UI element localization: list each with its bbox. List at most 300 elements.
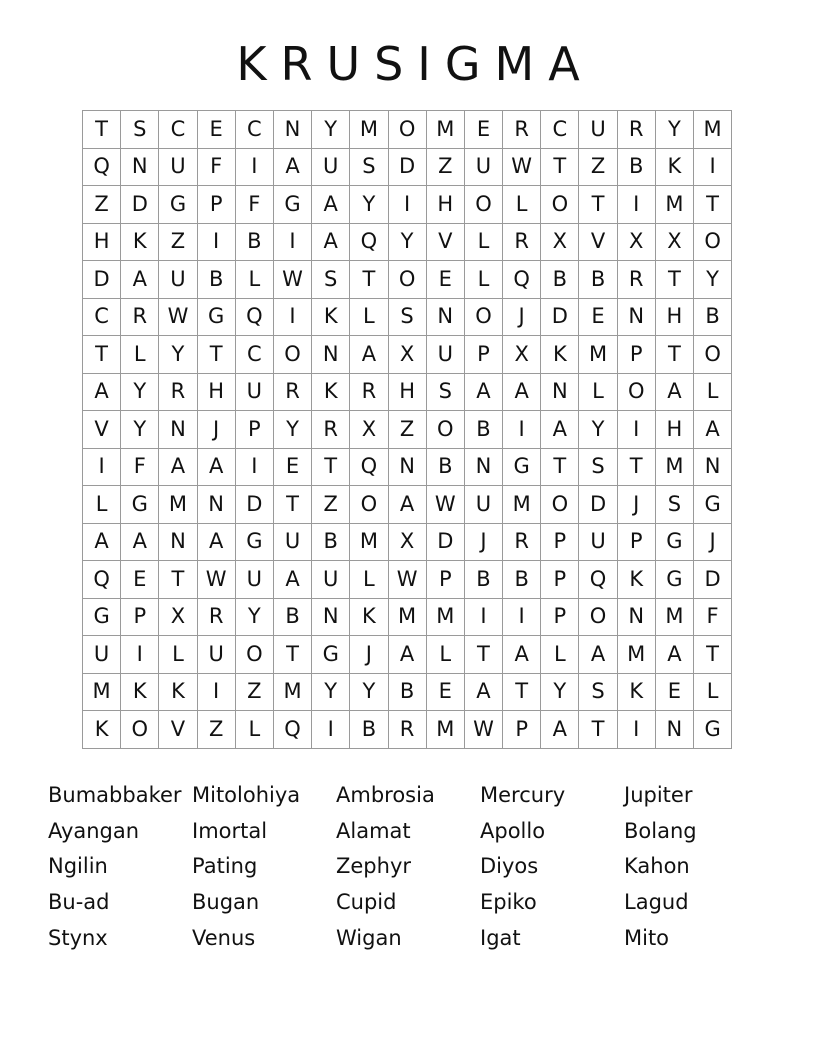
grid-cell[interactable]: D (541, 298, 579, 336)
grid-cell[interactable]: P (541, 598, 579, 636)
grid-cell[interactable]: K (159, 673, 197, 711)
grid-cell[interactable]: G (159, 186, 197, 224)
grid-cell[interactable]: S (312, 261, 350, 299)
grid-cell[interactable]: D (426, 523, 464, 561)
grid-cell[interactable]: L (235, 261, 273, 299)
grid-cell[interactable]: N (655, 711, 693, 749)
grid-cell[interactable]: T (273, 636, 311, 674)
grid-cell[interactable]: L (159, 636, 197, 674)
grid-cell[interactable]: L (83, 486, 121, 524)
grid-cell[interactable]: O (388, 261, 426, 299)
grid-cell[interactable]: C (235, 111, 273, 149)
grid-cell[interactable]: M (350, 111, 388, 149)
grid-cell[interactable]: M (388, 598, 426, 636)
grid-cell[interactable]: L (464, 223, 502, 261)
grid-cell[interactable]: N (273, 111, 311, 149)
grid-cell[interactable]: T (350, 261, 388, 299)
grid-cell[interactable]: W (197, 561, 235, 599)
grid-cell[interactable]: Y (159, 336, 197, 374)
grid-cell[interactable]: I (694, 148, 732, 186)
grid-cell[interactable]: G (655, 523, 693, 561)
grid-cell[interactable]: N (159, 523, 197, 561)
grid-cell[interactable]: G (235, 523, 273, 561)
grid-cell[interactable]: D (388, 148, 426, 186)
grid-cell[interactable]: L (464, 261, 502, 299)
grid-cell[interactable]: A (197, 523, 235, 561)
grid-cell[interactable]: O (541, 186, 579, 224)
grid-cell[interactable]: X (541, 223, 579, 261)
grid-cell[interactable]: T (694, 636, 732, 674)
grid-cell[interactable]: N (312, 336, 350, 374)
grid-cell[interactable]: X (617, 223, 655, 261)
grid-cell[interactable]: K (312, 298, 350, 336)
grid-cell[interactable]: Y (121, 373, 159, 411)
word-list-item: Ayangan (48, 818, 140, 843)
grid-cell[interactable]: A (83, 523, 121, 561)
grid-cell[interactable]: U (464, 148, 502, 186)
grid-cell[interactable]: Y (541, 673, 579, 711)
grid-cell[interactable]: E (121, 561, 159, 599)
grid-cell[interactable]: D (83, 261, 121, 299)
grid-cell[interactable]: A (464, 373, 502, 411)
grid-cell[interactable]: Y (350, 186, 388, 224)
grid-cell[interactable]: L (503, 186, 541, 224)
grid-cell[interactable]: T (541, 148, 579, 186)
grid-cell[interactable]: M (655, 598, 693, 636)
grid-cell[interactable]: U (83, 636, 121, 674)
grid-cell[interactable]: T (464, 636, 502, 674)
grid-cell[interactable]: B (273, 598, 311, 636)
grid-cell[interactable]: N (426, 298, 464, 336)
grid-cell[interactable]: B (617, 148, 655, 186)
grid-cell[interactable]: O (121, 711, 159, 749)
grid-cell[interactable]: T (655, 261, 693, 299)
word-list-item: Bu-ad (48, 890, 110, 915)
grid-cell[interactable]: U (312, 148, 350, 186)
grid-cell[interactable]: U (579, 111, 617, 149)
grid-cell[interactable]: B (235, 223, 273, 261)
grid-cell[interactable]: Z (312, 486, 350, 524)
word-list-item: Lagud (624, 890, 689, 915)
grid-cell[interactable]: Y (312, 673, 350, 711)
grid-cell[interactable]: J (350, 636, 388, 674)
grid-cell[interactable]: L (541, 636, 579, 674)
grid-cell[interactable]: K (617, 673, 655, 711)
grid-cell[interactable]: F (235, 186, 273, 224)
grid-cell[interactable]: W (388, 561, 426, 599)
grid-cell[interactable]: Q (350, 223, 388, 261)
grid-cell[interactable]: M (83, 673, 121, 711)
grid-cell[interactable]: W (159, 298, 197, 336)
grid-cell[interactable]: A (464, 673, 502, 711)
grid-cell[interactable]: A (503, 636, 541, 674)
grid-cell[interactable]: P (617, 336, 655, 374)
grid-cell[interactable]: C (159, 111, 197, 149)
grid-cell[interactable]: Q (579, 561, 617, 599)
grid-cell[interactable]: U (159, 261, 197, 299)
grid-cell[interactable]: I (83, 448, 121, 486)
grid-cell[interactable]: R (159, 373, 197, 411)
grid-cell[interactable]: I (121, 636, 159, 674)
grid-cell[interactable]: L (350, 561, 388, 599)
grid-cell[interactable]: O (235, 636, 273, 674)
grid-row (83, 598, 732, 636)
grid-cell[interactable]: N (617, 598, 655, 636)
grid-cell[interactable]: T (541, 448, 579, 486)
grid-cell[interactable]: G (694, 486, 732, 524)
grid-cell[interactable]: T (579, 711, 617, 749)
grid-cell[interactable]: V (579, 223, 617, 261)
grid-cell[interactable]: M (694, 111, 732, 149)
grid-cell[interactable]: I (464, 598, 502, 636)
grid-cell[interactable]: I (197, 223, 235, 261)
grid-cell[interactable]: Z (197, 711, 235, 749)
grid-cell[interactable]: U (159, 148, 197, 186)
grid-cell[interactable]: T (694, 186, 732, 224)
grid-cell[interactable]: D (235, 486, 273, 524)
grid-cell[interactable]: A (197, 448, 235, 486)
grid-cell[interactable]: P (464, 336, 502, 374)
grid-cell[interactable]: A (121, 523, 159, 561)
grid-cell[interactable]: I (312, 711, 350, 749)
grid-cell[interactable]: Y (655, 111, 693, 149)
grid-cell[interactable]: E (464, 111, 502, 149)
grid-cell[interactable]: N (388, 448, 426, 486)
grid-cell[interactable]: K (121, 673, 159, 711)
grid-cell[interactable]: R (617, 111, 655, 149)
grid-cell[interactable]: I (617, 411, 655, 449)
grid-cell[interactable]: W (273, 261, 311, 299)
grid-cell[interactable]: I (388, 186, 426, 224)
grid-cell[interactable]: T (273, 486, 311, 524)
grid-cell[interactable]: G (121, 486, 159, 524)
grid-cell[interactable]: E (426, 673, 464, 711)
grid-cell[interactable]: U (235, 373, 273, 411)
grid-cell[interactable]: S (350, 148, 388, 186)
grid-cell[interactable]: L (235, 711, 273, 749)
word-list-item: Mito (624, 925, 670, 950)
grid-cell[interactable]: N (694, 448, 732, 486)
grid-cell[interactable]: S (579, 448, 617, 486)
grid-cell[interactable]: N (617, 298, 655, 336)
grid-cell[interactable]: B (350, 711, 388, 749)
grid-cell[interactable]: B (579, 261, 617, 299)
grid-cell[interactable]: V (83, 411, 121, 449)
grid-cell[interactable]: G (503, 448, 541, 486)
grid-cell[interactable]: N (464, 448, 502, 486)
grid-cell[interactable]: J (617, 486, 655, 524)
grid-cell[interactable]: H (388, 373, 426, 411)
grid-cell[interactable]: R (350, 373, 388, 411)
grid-cell[interactable]: X (655, 223, 693, 261)
grid-cell[interactable]: U (312, 561, 350, 599)
grid-cell[interactable]: N (541, 373, 579, 411)
grid-cell[interactable]: E (197, 111, 235, 149)
grid-cell[interactable]: N (159, 411, 197, 449)
grid-cell[interactable]: Z (388, 411, 426, 449)
grid-cell[interactable]: I (503, 411, 541, 449)
grid-cell[interactable]: D (121, 186, 159, 224)
grid-cell[interactable]: V (159, 711, 197, 749)
grid-cell[interactable]: Y (235, 598, 273, 636)
grid-cell[interactable]: X (388, 336, 426, 374)
grid-cell[interactable]: A (159, 448, 197, 486)
grid-cell[interactable]: O (694, 223, 732, 261)
grid-cell[interactable]: L (694, 373, 732, 411)
grid-cell[interactable]: I (235, 448, 273, 486)
grid-cell[interactable]: R (617, 261, 655, 299)
grid-cell[interactable]: N (121, 148, 159, 186)
grid-cell[interactable]: U (273, 523, 311, 561)
grid-cell[interactable]: R (388, 711, 426, 749)
grid-cell[interactable]: H (83, 223, 121, 261)
grid-cell[interactable]: A (503, 373, 541, 411)
grid-cell[interactable]: C (541, 111, 579, 149)
grid-cell[interactable]: R (503, 523, 541, 561)
grid-cell[interactable]: S (388, 298, 426, 336)
grid-cell[interactable]: H (655, 411, 693, 449)
grid-cell[interactable]: Y (388, 223, 426, 261)
grid-cell[interactable]: U (464, 486, 502, 524)
grid-cell[interactable]: S (579, 673, 617, 711)
grid-cell[interactable]: A (350, 336, 388, 374)
word-list (48, 780, 768, 958)
grid-cell[interactable]: T (83, 336, 121, 374)
grid-cell[interactable]: K (312, 373, 350, 411)
grid-cell[interactable]: J (464, 523, 502, 561)
grid-cell[interactable]: R (197, 598, 235, 636)
grid-cell[interactable]: I (235, 148, 273, 186)
grid-cell[interactable]: X (388, 523, 426, 561)
grid-cell[interactable]: L (579, 373, 617, 411)
grid-row (83, 673, 732, 711)
grid-cell[interactable]: Y (579, 411, 617, 449)
grid-cell[interactable]: X (503, 336, 541, 374)
grid-cell[interactable]: A (694, 411, 732, 449)
grid-cell[interactable]: E (273, 448, 311, 486)
grid-cell[interactable]: L (121, 336, 159, 374)
grid-cell[interactable]: B (426, 448, 464, 486)
grid-cell[interactable]: L (694, 673, 732, 711)
grid-cell[interactable]: H (197, 373, 235, 411)
grid-cell[interactable]: G (694, 711, 732, 749)
grid-cell[interactable]: O (694, 336, 732, 374)
grid-cell[interactable]: B (197, 261, 235, 299)
grid-cell[interactable]: A (541, 411, 579, 449)
grid-cell[interactable]: G (273, 186, 311, 224)
grid-cell[interactable]: O (426, 411, 464, 449)
grid-cell[interactable]: A (121, 261, 159, 299)
grid-cell[interactable]: M (159, 486, 197, 524)
grid-cell[interactable]: K (541, 336, 579, 374)
grid-cell[interactable]: T (159, 561, 197, 599)
grid-cell[interactable]: W (503, 148, 541, 186)
grid-cell[interactable]: P (235, 411, 273, 449)
grid-cell[interactable]: Y (350, 673, 388, 711)
grid-cell[interactable]: T (617, 448, 655, 486)
grid-cell[interactable]: O (579, 598, 617, 636)
grid-cell[interactable]: Y (694, 261, 732, 299)
grid-cell[interactable]: J (694, 523, 732, 561)
grid-cell[interactable]: S (121, 111, 159, 149)
grid-cell[interactable]: P (426, 561, 464, 599)
grid-cell[interactable]: U (579, 523, 617, 561)
grid-cell[interactable]: U (426, 336, 464, 374)
grid-cell[interactable]: B (503, 561, 541, 599)
grid-cell[interactable]: W (426, 486, 464, 524)
grid-cell[interactable]: A (655, 636, 693, 674)
grid-cell[interactable]: K (350, 598, 388, 636)
grid-cell[interactable]: K (617, 561, 655, 599)
grid-cell[interactable]: R (273, 373, 311, 411)
grid-cell[interactable]: T (503, 673, 541, 711)
grid-cell[interactable]: O (388, 111, 426, 149)
grid-cell[interactable]: H (655, 298, 693, 336)
grid-cell[interactable]: Q (273, 711, 311, 749)
grid-cell[interactable]: E (426, 261, 464, 299)
grid-cell[interactable]: T (655, 336, 693, 374)
grid-cell[interactable]: E (655, 673, 693, 711)
grid-cell[interactable]: I (273, 298, 311, 336)
grid-cell[interactable]: G (197, 298, 235, 336)
grid-cell[interactable]: C (83, 298, 121, 336)
grid-row (83, 373, 732, 411)
grid-cell[interactable]: A (388, 486, 426, 524)
grid-cell[interactable]: M (350, 523, 388, 561)
grid-cell[interactable]: G (83, 598, 121, 636)
grid-cell[interactable]: B (312, 523, 350, 561)
grid-cell[interactable]: M (426, 711, 464, 749)
grid-cell[interactable]: Q (350, 448, 388, 486)
grid-cell[interactable]: R (503, 223, 541, 261)
grid-cell[interactable]: O (350, 486, 388, 524)
grid-cell[interactable]: M (273, 673, 311, 711)
grid-cell[interactable]: P (617, 523, 655, 561)
grid-cell[interactable]: G (312, 636, 350, 674)
grid-cell[interactable]: E (579, 298, 617, 336)
word-search-grid (82, 110, 732, 749)
grid-cell[interactable]: I (617, 711, 655, 749)
grid-cell[interactable]: I (273, 223, 311, 261)
grid-cell[interactable]: S (426, 373, 464, 411)
grid-cell[interactable]: W (464, 711, 502, 749)
grid-cell[interactable]: A (655, 373, 693, 411)
grid-cell[interactable]: Y (312, 111, 350, 149)
grid-cell[interactable]: R (503, 111, 541, 149)
grid-cell[interactable]: P (541, 561, 579, 599)
grid-cell[interactable]: O (617, 373, 655, 411)
grid-cell[interactable]: O (464, 186, 502, 224)
grid-cell[interactable]: Q (83, 148, 121, 186)
grid-cell[interactable]: R (312, 411, 350, 449)
grid-cell[interactable]: A (273, 561, 311, 599)
grid-cell[interactable]: P (121, 598, 159, 636)
grid-cell[interactable]: F (121, 448, 159, 486)
grid-cell[interactable]: O (541, 486, 579, 524)
grid-cell[interactable]: Y (273, 411, 311, 449)
grid-cell[interactable]: M (426, 598, 464, 636)
grid-cell[interactable]: M (503, 486, 541, 524)
grid-cell[interactable]: A (388, 636, 426, 674)
grid-cell[interactable]: K (121, 223, 159, 261)
grid-cell[interactable]: O (464, 298, 502, 336)
grid-cell[interactable]: U (197, 636, 235, 674)
grid-cell[interactable]: P (503, 711, 541, 749)
grid-cell[interactable]: M (655, 448, 693, 486)
grid-cell[interactable]: N (312, 598, 350, 636)
grid-cell[interactable]: A (541, 711, 579, 749)
grid-cell[interactable]: P (197, 186, 235, 224)
grid-cell[interactable]: L (350, 298, 388, 336)
grid-cell[interactable]: G (655, 561, 693, 599)
grid-cell[interactable]: C (235, 336, 273, 374)
grid-cell[interactable]: A (579, 636, 617, 674)
grid-cell[interactable]: B (464, 411, 502, 449)
grid-cell[interactable]: D (579, 486, 617, 524)
grid-cell[interactable]: S (655, 486, 693, 524)
grid-cell[interactable]: I (197, 673, 235, 711)
grid-cell[interactable]: B (541, 261, 579, 299)
grid-cell[interactable]: A (273, 148, 311, 186)
grid-cell[interactable]: M (617, 636, 655, 674)
grid-cell[interactable]: O (273, 336, 311, 374)
grid-cell[interactable]: J (197, 411, 235, 449)
grid-cell[interactable]: M (579, 336, 617, 374)
grid-cell[interactable]: M (655, 186, 693, 224)
grid-cell[interactable]: P (541, 523, 579, 561)
grid-cell[interactable]: T (83, 111, 121, 149)
grid-cell[interactable]: J (503, 298, 541, 336)
word-list-item: Ambrosia (336, 783, 435, 807)
grid-cell[interactable]: K (655, 148, 693, 186)
grid-cell[interactable]: I (503, 598, 541, 636)
grid-cell[interactable]: Z (426, 148, 464, 186)
grid-cell[interactable]: R (121, 298, 159, 336)
grid-cell[interactable]: Y (121, 411, 159, 449)
grid-cell[interactable]: F (694, 598, 732, 636)
grid-cell[interactable]: Z (83, 186, 121, 224)
grid-cell[interactable]: T (312, 448, 350, 486)
grid-cell[interactable]: B (464, 561, 502, 599)
grid-cell[interactable]: Q (83, 561, 121, 599)
grid-cell[interactable]: K (83, 711, 121, 749)
grid-cell[interactable]: A (312, 223, 350, 261)
grid-cell[interactable]: F (197, 148, 235, 186)
grid-cell[interactable]: T (197, 336, 235, 374)
grid-cell[interactable]: M (426, 111, 464, 149)
word-list-item: Zephyr (336, 854, 412, 879)
grid-cell[interactable]: A (312, 186, 350, 224)
grid-cell[interactable]: Q (235, 298, 273, 336)
grid-cell[interactable]: Q (503, 261, 541, 299)
grid-cell[interactable]: B (388, 673, 426, 711)
grid-cell[interactable]: Z (235, 673, 273, 711)
grid-cell[interactable]: H (426, 186, 464, 224)
grid-cell[interactable]: V (426, 223, 464, 261)
grid-cell[interactable]: X (350, 411, 388, 449)
grid-cell[interactable]: U (235, 561, 273, 599)
grid-cell[interactable]: I (617, 186, 655, 224)
grid-cell[interactable]: T (579, 186, 617, 224)
grid-cell[interactable]: N (197, 486, 235, 524)
grid-cell[interactable]: Z (159, 223, 197, 261)
grid-cell[interactable]: A (83, 373, 121, 411)
grid-cell[interactable]: L (426, 636, 464, 674)
grid-cell[interactable]: X (159, 598, 197, 636)
grid-cell[interactable]: Z (579, 148, 617, 186)
grid-cell[interactable]: D (694, 561, 732, 599)
grid-cell[interactable]: B (694, 298, 732, 336)
